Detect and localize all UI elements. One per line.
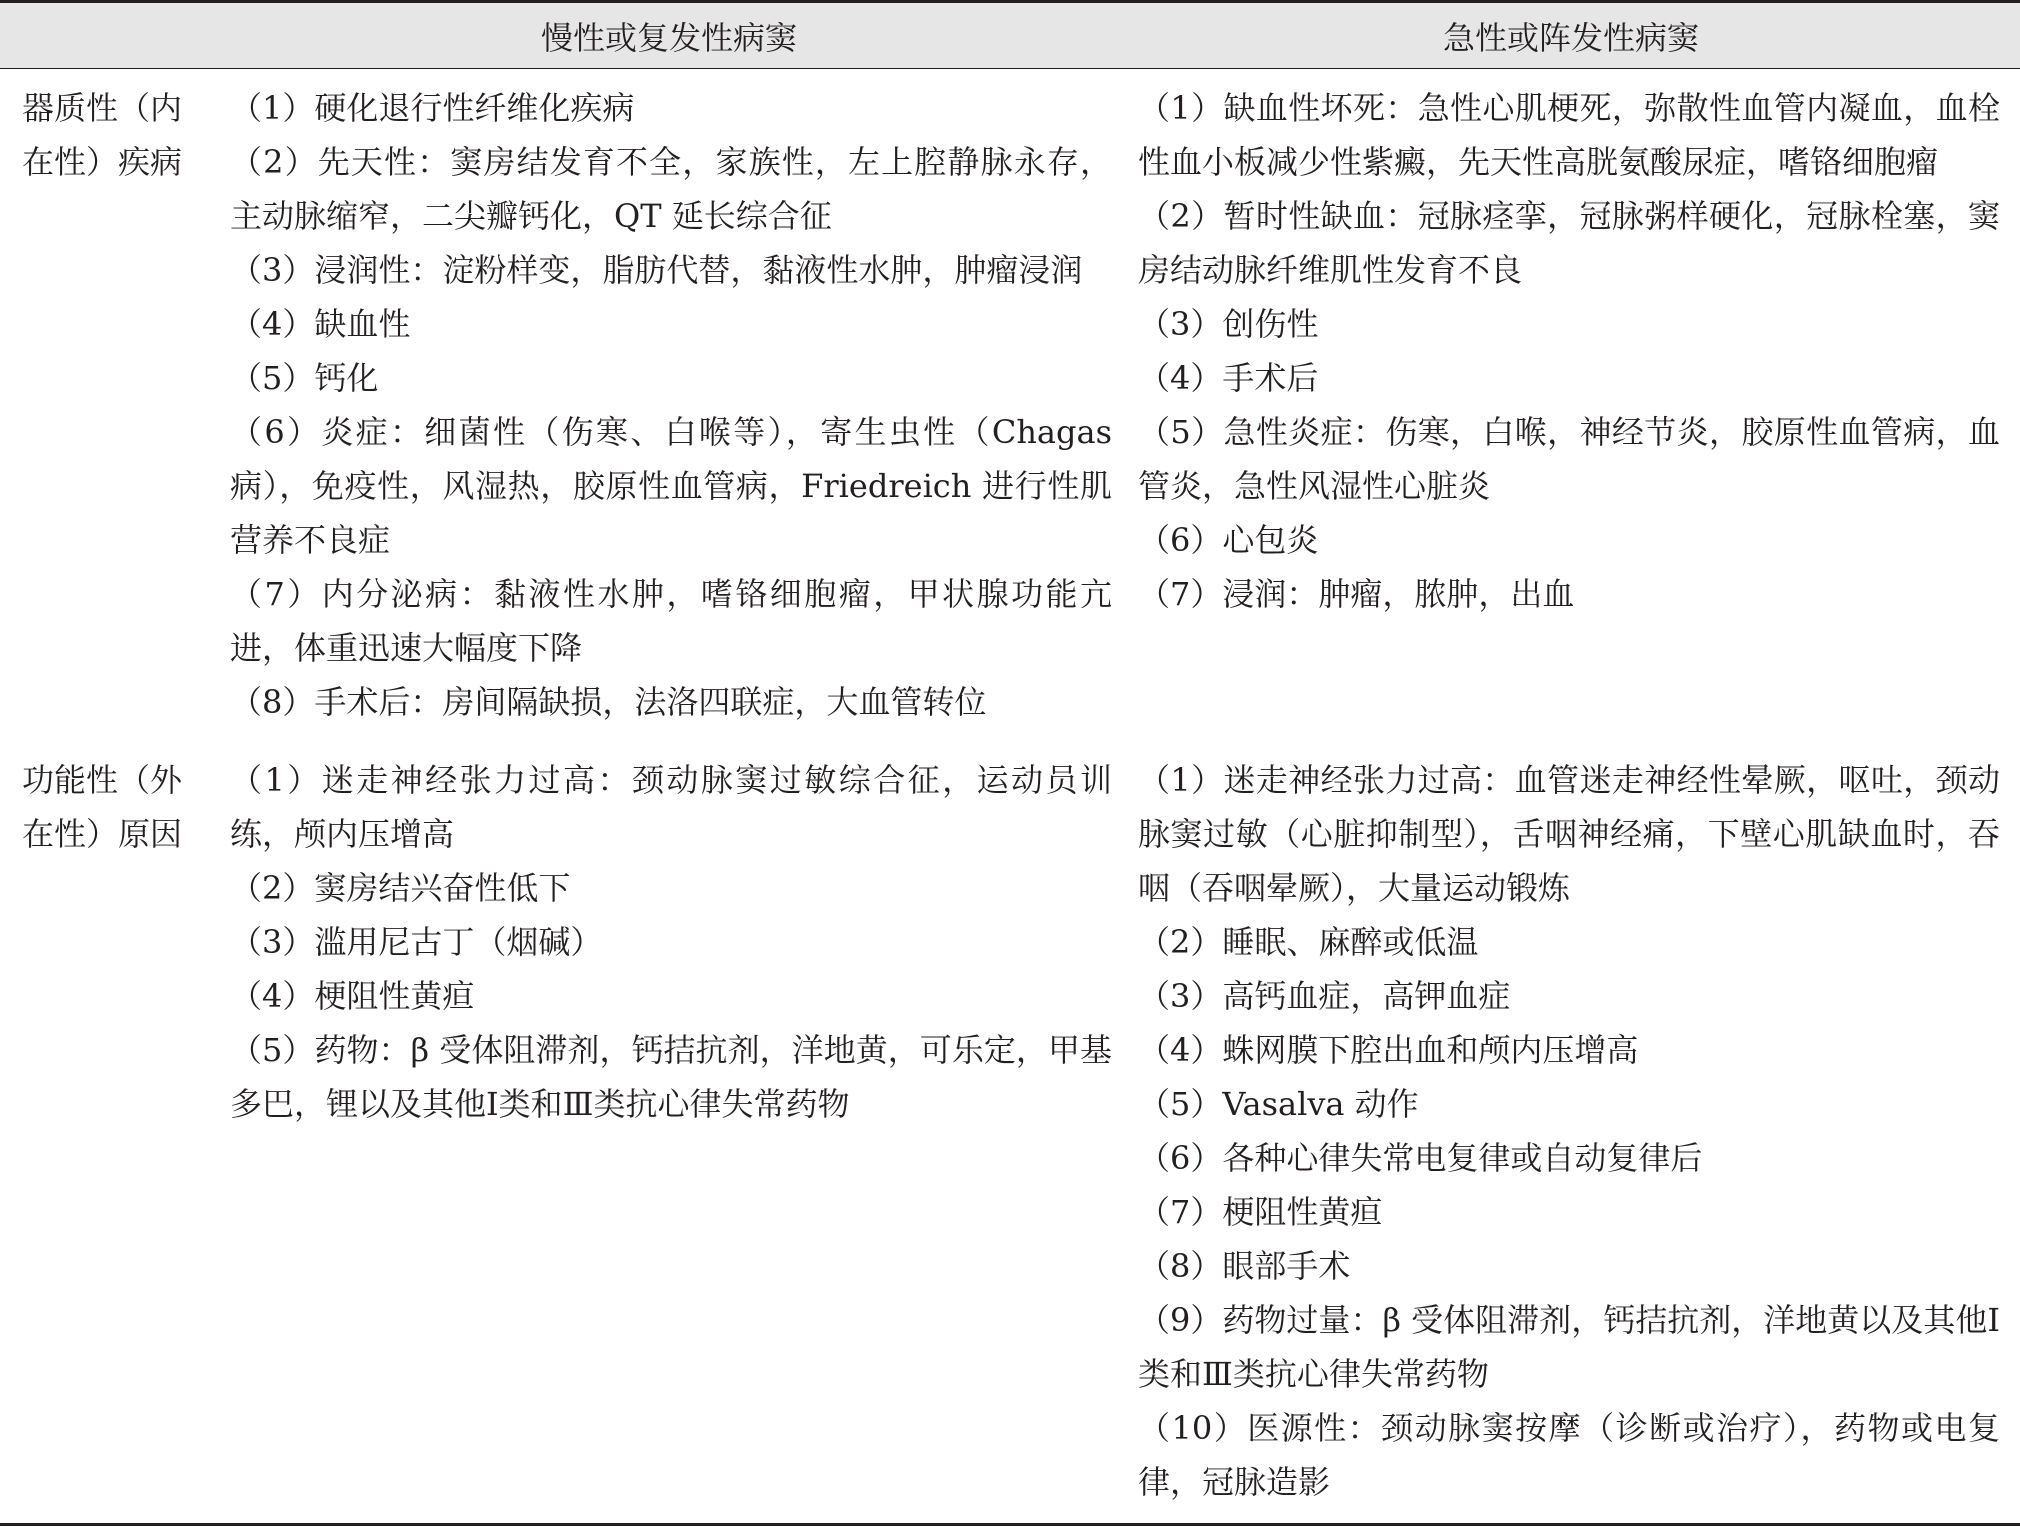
list-item: （5）Vasalva 动作 <box>1138 1085 1419 1123</box>
list-item: （4）手术后 <box>1138 359 1319 397</box>
list-item: （3）高钙血症，高钾血症 <box>1138 977 1511 1015</box>
chronic-cell <box>216 741 1122 1525</box>
list-item: （8）眼部手术 <box>1138 1247 1351 1285</box>
header-acute: 急性或阵发性病窦 <box>1122 2 2020 69</box>
header-row <box>0 2 2020 69</box>
header-chronic: 慢性或复发性病窦 <box>216 2 1122 69</box>
list-item: （1）迷走神经张力过高：血管迷走神经性晕厥，呕吐，颈动脉窦过敏（心脏抑制型），舌咽神经痛，下壁心肌缺血时，吞咽（吞咽晕厥），大量运动锻炼 <box>1138 761 2000 907</box>
list-item: （3）创伤性 <box>1138 305 1319 343</box>
list-item: （9）药物过量：β 受体阻滞剂，钙拮抗剂，洋地黄以及其他Ⅰ类和Ⅲ类抗心律失常药物 <box>1138 1301 2000 1393</box>
list-item: （1）迷走神经张力过高：颈动脉窦过敏综合征，运动员训练，颅内压增高 <box>230 761 1112 853</box>
list-item: （10）医源性：颈动脉窦按摩（诊断或治疗），药物或电复律，冠脉造影 <box>1138 1409 2000 1501</box>
list-item: （7）浸润：肿瘤，脓肿，出血 <box>1138 575 1575 613</box>
list-item: （4）梗阻性黄疸 <box>230 977 475 1015</box>
chronic-cell <box>216 69 1122 742</box>
list-item: （2）暂时性缺血：冠脉痉挛，冠脉粥样硬化，冠脉栓塞，窦房结动脉纤维肌性发育不良 <box>1138 197 2000 289</box>
list-item: （1）硬化退行性纤维化疾病 <box>230 89 635 127</box>
header-category <box>0 2 216 69</box>
list-item: （2）窦房结兴奋性低下 <box>230 869 571 907</box>
list-item: （4）蛛网膜下腔出血和颅内压增高 <box>1138 1031 1639 1069</box>
table-header <box>0 2 2020 69</box>
list-item: （4）缺血性 <box>230 305 411 343</box>
table-body <box>0 69 2020 1525</box>
list-item: （2）睡眠、麻醉或低温 <box>1138 923 1479 961</box>
category-cell <box>0 69 216 742</box>
list-item: （5）急性炎症：伤寒，白喉，神经节炎，胶原性血管病，血管炎，急性风湿性心脏炎 <box>1138 413 2000 505</box>
list-item: （6）炎症：细菌性（伤寒、白喉等），寄生虫性（Chagas 病），免疫性，风湿热，胶原性血管病，Friedreich 进行性肌营养不良症 <box>230 413 1112 559</box>
list-item: （7）梗阻性黄疸 <box>1138 1193 1383 1231</box>
category-cell <box>0 741 216 1525</box>
acute-cell <box>1122 69 2020 742</box>
list-item: （3）滥用尼古丁（烟碱） <box>230 923 603 961</box>
list-item: （8）手术后：房间隔缺损，法洛四联症，大血管转位 <box>230 683 987 721</box>
list-item: （5）钙化 <box>230 359 379 397</box>
list-item: （2）先天性：窦房结发育不全，家族性，左上腔静脉永存，主动脉缩窄，二尖瓣钙化，QT 延长综合征 <box>230 143 1112 235</box>
list-item: （1）缺血性坏死：急性心肌梗死，弥散性血管内凝血，血栓性血小板减少性紫癜，先天性高胱氨酸尿症，嗜铬细胞瘤 <box>1138 89 2000 181</box>
table-row-functional <box>0 741 2020 1525</box>
list-item: （5）药物：β 受体阻滞剂，钙拮抗剂，洋地黄，可乐定，甲基多巴，锂以及其他Ⅰ类和Ⅲ类抗心律失常药物 <box>230 1031 1112 1123</box>
acute-cell <box>1122 741 2020 1525</box>
category-label: 器质性（内在性）疾病 <box>22 89 183 181</box>
table-row-organic <box>0 69 2020 742</box>
list-item: （7）内分泌病：黏液性水肿，嗜铬细胞瘤，甲状腺功能亢进，体重迅速大幅度下降 <box>230 575 1112 667</box>
category-label: 功能性（外在性）原因 <box>22 761 183 853</box>
list-item: （6）心包炎 <box>1138 521 1319 559</box>
list-item: （3）浸润性：淀粉样变，脂肪代替，黏液性水肿，肿瘤浸润 <box>230 251 1083 289</box>
list-item: （6）各种心律失常电复律或自动复律后 <box>1138 1139 1703 1177</box>
